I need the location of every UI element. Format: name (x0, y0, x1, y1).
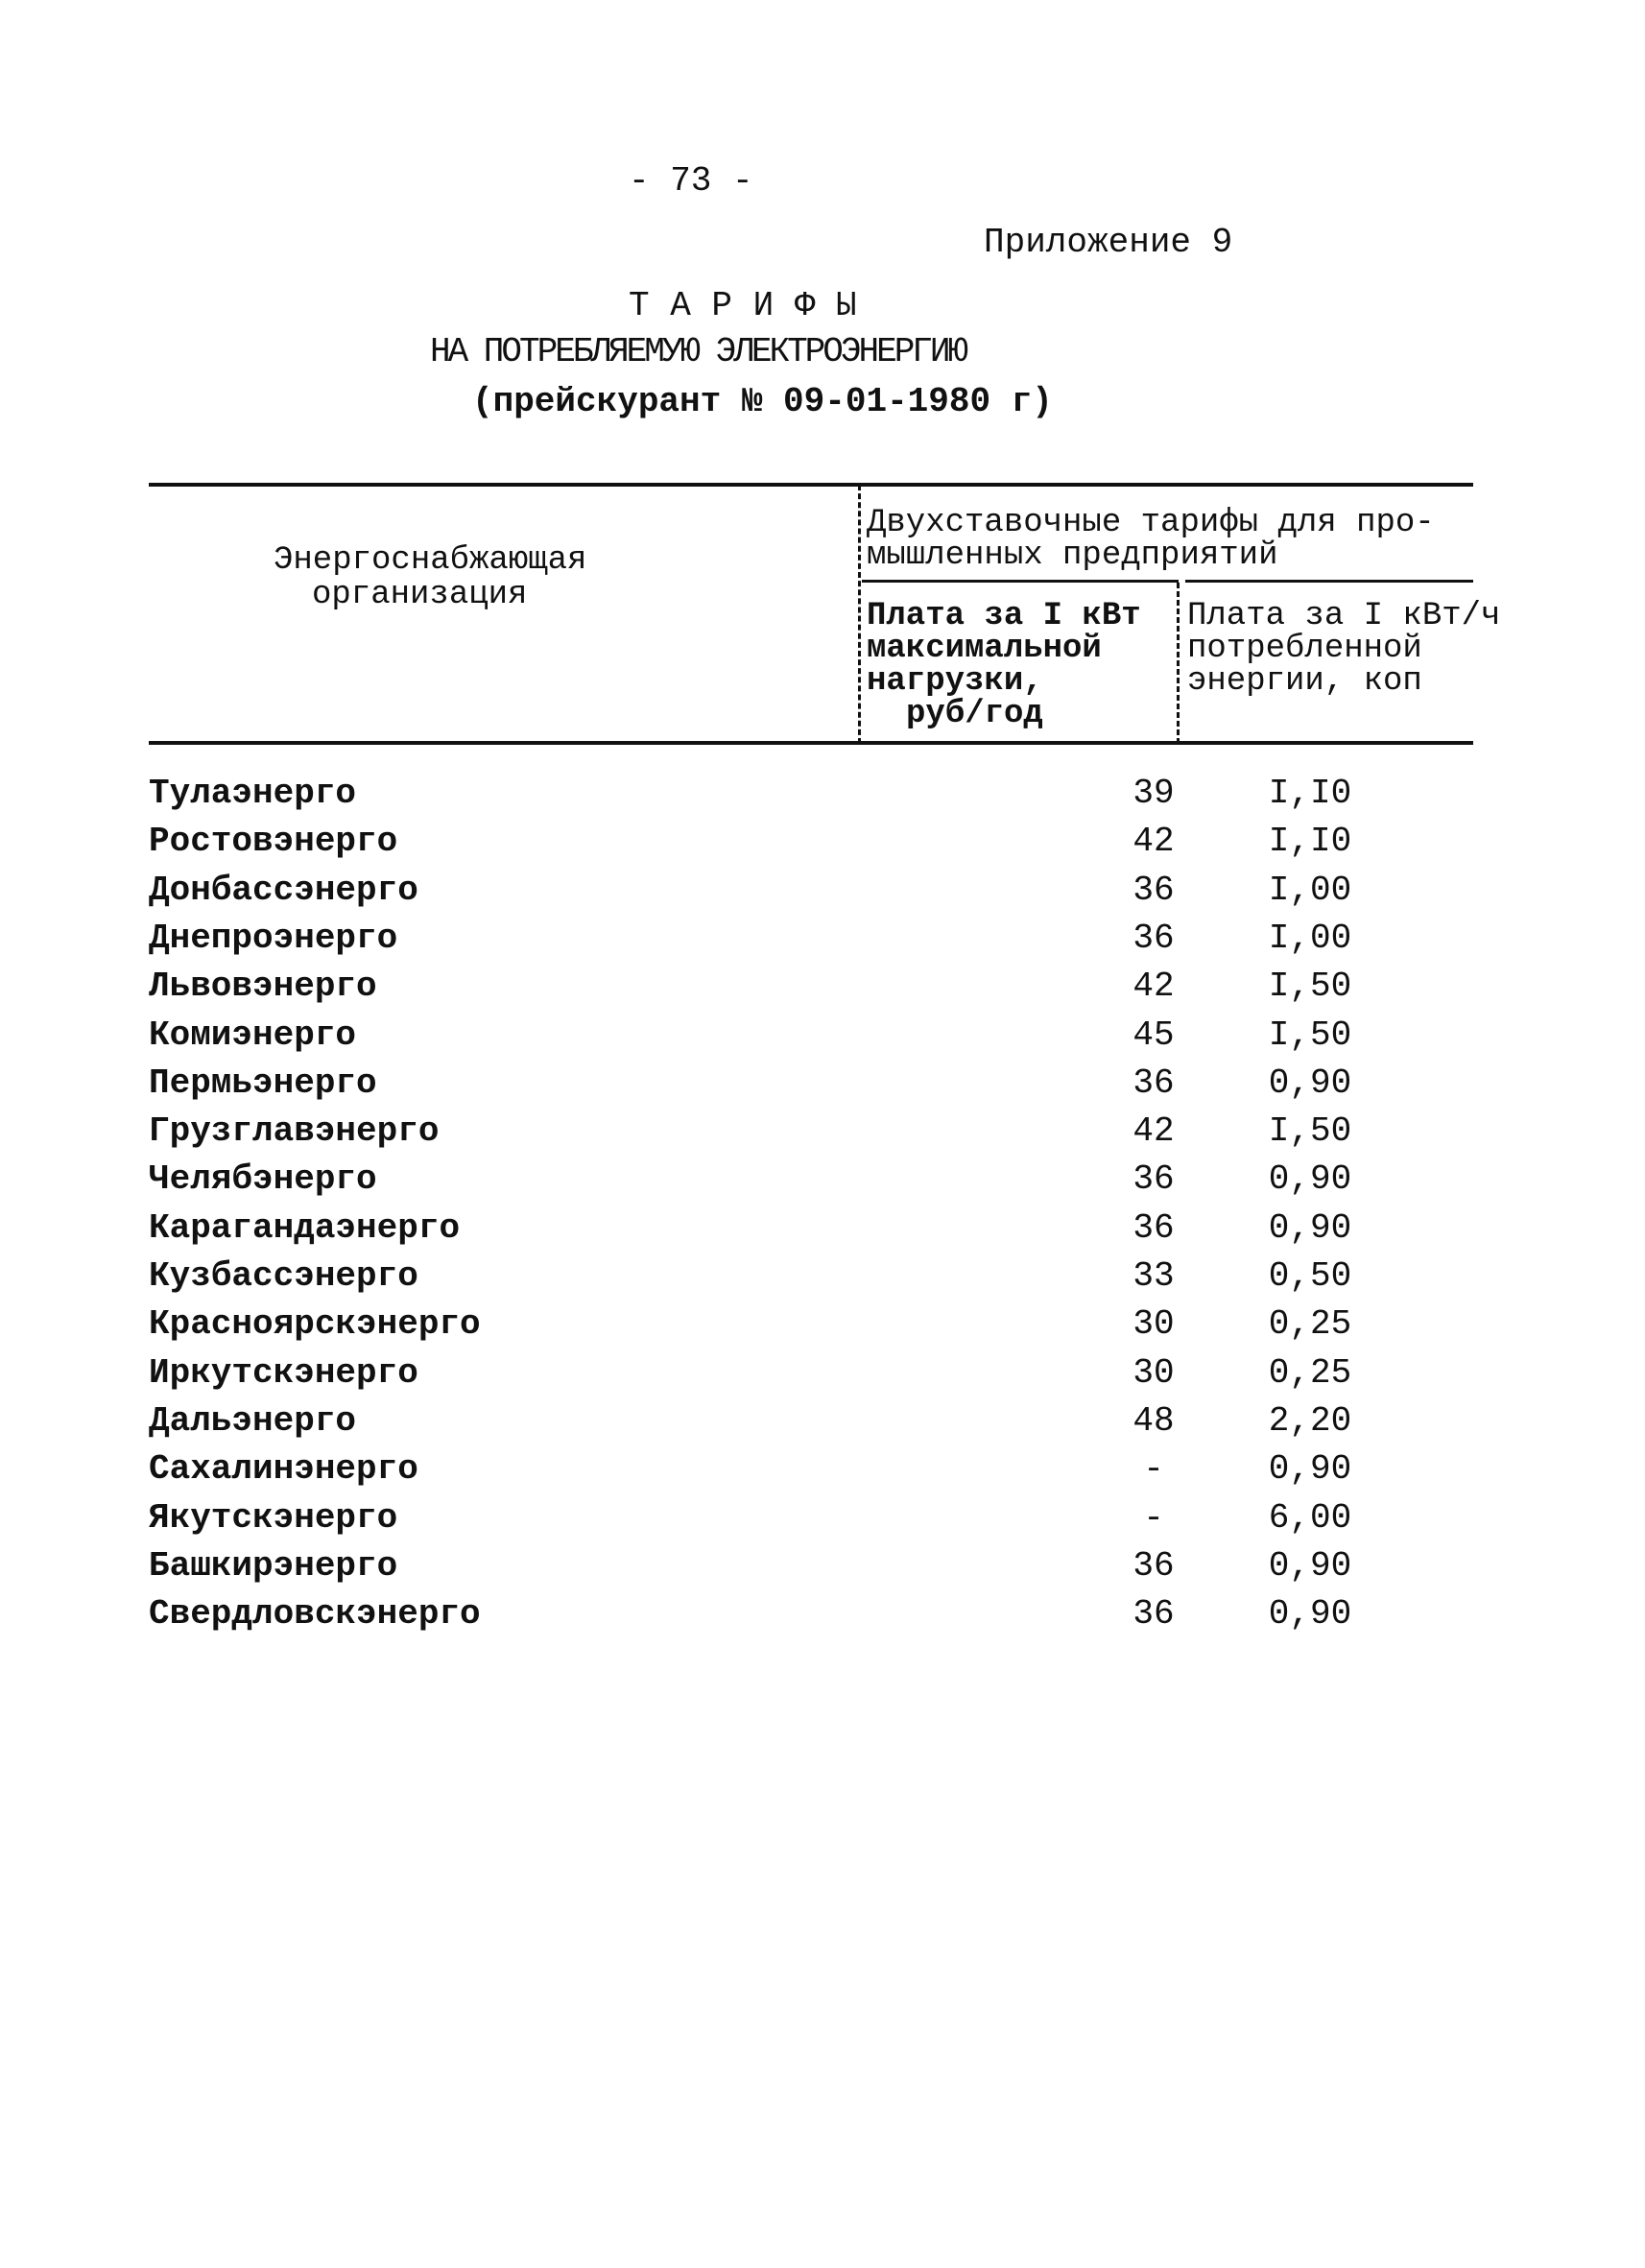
max-load-cell: 36 (1132, 1207, 1175, 1248)
org-name-cell: Донбассэнерго (149, 870, 418, 910)
table-top-rule (149, 483, 1473, 487)
org-name-cell: Сахалинэнерго (149, 1449, 418, 1490)
header-col3-line-1: Плата за I кВт/ч (1187, 598, 1501, 634)
table-row (149, 774, 1492, 822)
table-row (149, 1159, 1492, 1207)
energy-price-cell: 0,90 (1268, 1449, 1352, 1490)
subheader-rule (1185, 580, 1473, 583)
org-name-cell: Свердловскэнерго (149, 1594, 481, 1635)
max-load-cell: 30 (1132, 1352, 1175, 1393)
table-row (149, 1208, 1492, 1256)
energy-price-cell: I,I0 (1268, 774, 1352, 813)
org-name-cell: Иркутскэнерго (149, 1352, 418, 1393)
org-name-cell: Челябэнерго (149, 1159, 377, 1200)
header-col3-line-3: энергии, коп (1187, 663, 1422, 700)
header-org-line-1: Энергоснабжающая (274, 542, 587, 579)
column-divider (1177, 583, 1180, 744)
table-row (149, 1304, 1492, 1352)
header-col3-line-2: потребленной (1187, 631, 1422, 667)
page-number: - 73 - (629, 161, 753, 201)
table-row (149, 967, 1492, 1015)
max-load-cell: 39 (1132, 774, 1175, 813)
table-row (149, 1594, 1492, 1642)
table-row (149, 1449, 1492, 1497)
org-name-cell: Ростовэнерго (149, 822, 398, 862)
org-name-cell: Дальэнерго (149, 1400, 357, 1441)
energy-price-cell: 0,90 (1268, 1159, 1352, 1200)
energy-price-cell: 0,90 (1268, 1594, 1352, 1635)
header-group-line-2: мышленных предприятий (867, 537, 1278, 574)
column-divider (858, 485, 861, 744)
table-row (149, 1015, 1492, 1063)
header-col2-line-4: руб/год (906, 696, 1043, 732)
energy-price-cell: 2,20 (1268, 1400, 1352, 1441)
org-name-cell: Башкирэнерго (149, 1545, 398, 1586)
table-row (149, 871, 1492, 919)
max-load-cell: 42 (1132, 1111, 1175, 1152)
table-row (149, 1111, 1492, 1159)
header-col2-line-2: максимальной (867, 631, 1102, 667)
title-line-3: (прейскурант № 09-01-1980 г) (472, 382, 1053, 421)
energy-price-cell: I,50 (1268, 967, 1352, 1007)
energy-price-cell: 0,90 (1268, 1062, 1352, 1103)
table-row (149, 1401, 1492, 1449)
max-load-cell: - (1143, 1449, 1164, 1490)
table-row (149, 1498, 1492, 1546)
org-name-cell: Пермьэнерго (149, 1062, 377, 1103)
org-name-cell: Якутскэнерго (149, 1497, 398, 1538)
max-load-cell: 36 (1132, 870, 1175, 910)
title-line-1: Т А Р И Ф Ы (629, 286, 857, 325)
max-load-cell: 36 (1132, 918, 1175, 958)
max-load-cell: 48 (1132, 1400, 1175, 1441)
org-name-cell: Кузбассэнерго (149, 1256, 418, 1296)
org-name-cell: Красноярскэнерго (149, 1304, 481, 1345)
header-col2-line-3: нагрузки, (867, 663, 1043, 700)
max-load-cell: - (1143, 1497, 1164, 1538)
table-row (149, 1353, 1492, 1401)
table-row (149, 1063, 1492, 1111)
header-col2-line-1: Плата за I кВт (867, 598, 1141, 634)
header-group-line-1: Двухставочные тарифы для про- (867, 505, 1435, 541)
table-row (149, 1256, 1492, 1304)
energy-price-cell: 0,25 (1268, 1304, 1352, 1345)
appendix-label: Приложение 9 (984, 223, 1233, 262)
energy-price-cell: 0,50 (1268, 1256, 1352, 1296)
table-row (149, 919, 1492, 967)
max-load-cell: 36 (1132, 1159, 1175, 1200)
energy-price-cell: I,00 (1268, 918, 1352, 958)
subheader-rule (862, 580, 1179, 583)
max-load-cell: 30 (1132, 1304, 1175, 1345)
max-load-cell: 33 (1132, 1256, 1175, 1296)
max-load-cell: 42 (1132, 967, 1175, 1007)
org-name-cell: Комиэнерго (149, 1015, 357, 1055)
org-name-cell: Тулаэнерго (149, 774, 357, 813)
energy-price-cell: 0,90 (1268, 1545, 1352, 1586)
energy-price-cell: I,00 (1268, 870, 1352, 910)
max-load-cell: 36 (1132, 1062, 1175, 1103)
title-line-2: НА ПОТРЕБЛЯЕМУЮ ЭЛЕКТРОЭНЕРГИЮ (430, 332, 966, 371)
energy-price-cell: 6,00 (1268, 1497, 1352, 1538)
org-name-cell: Львовэнерго (149, 967, 377, 1007)
max-load-cell: 36 (1132, 1545, 1175, 1586)
energy-price-cell: I,50 (1268, 1015, 1352, 1055)
table-header-bottom-rule (149, 741, 1473, 745)
energy-price-cell: 0,90 (1268, 1207, 1352, 1248)
max-load-cell: 42 (1132, 822, 1175, 862)
table-row (149, 822, 1492, 870)
header-org-line-2: организация (312, 577, 528, 613)
energy-price-cell: I,I0 (1268, 822, 1352, 862)
org-name-cell: Грузглавэнерго (149, 1111, 440, 1152)
max-load-cell: 45 (1132, 1015, 1175, 1055)
energy-price-cell: I,50 (1268, 1111, 1352, 1152)
max-load-cell: 36 (1132, 1594, 1175, 1635)
org-name-cell: Днепроэнерго (149, 918, 398, 958)
org-name-cell: Карагандаэнерго (149, 1207, 461, 1248)
energy-price-cell: 0,25 (1268, 1352, 1352, 1393)
table-row (149, 1546, 1492, 1594)
